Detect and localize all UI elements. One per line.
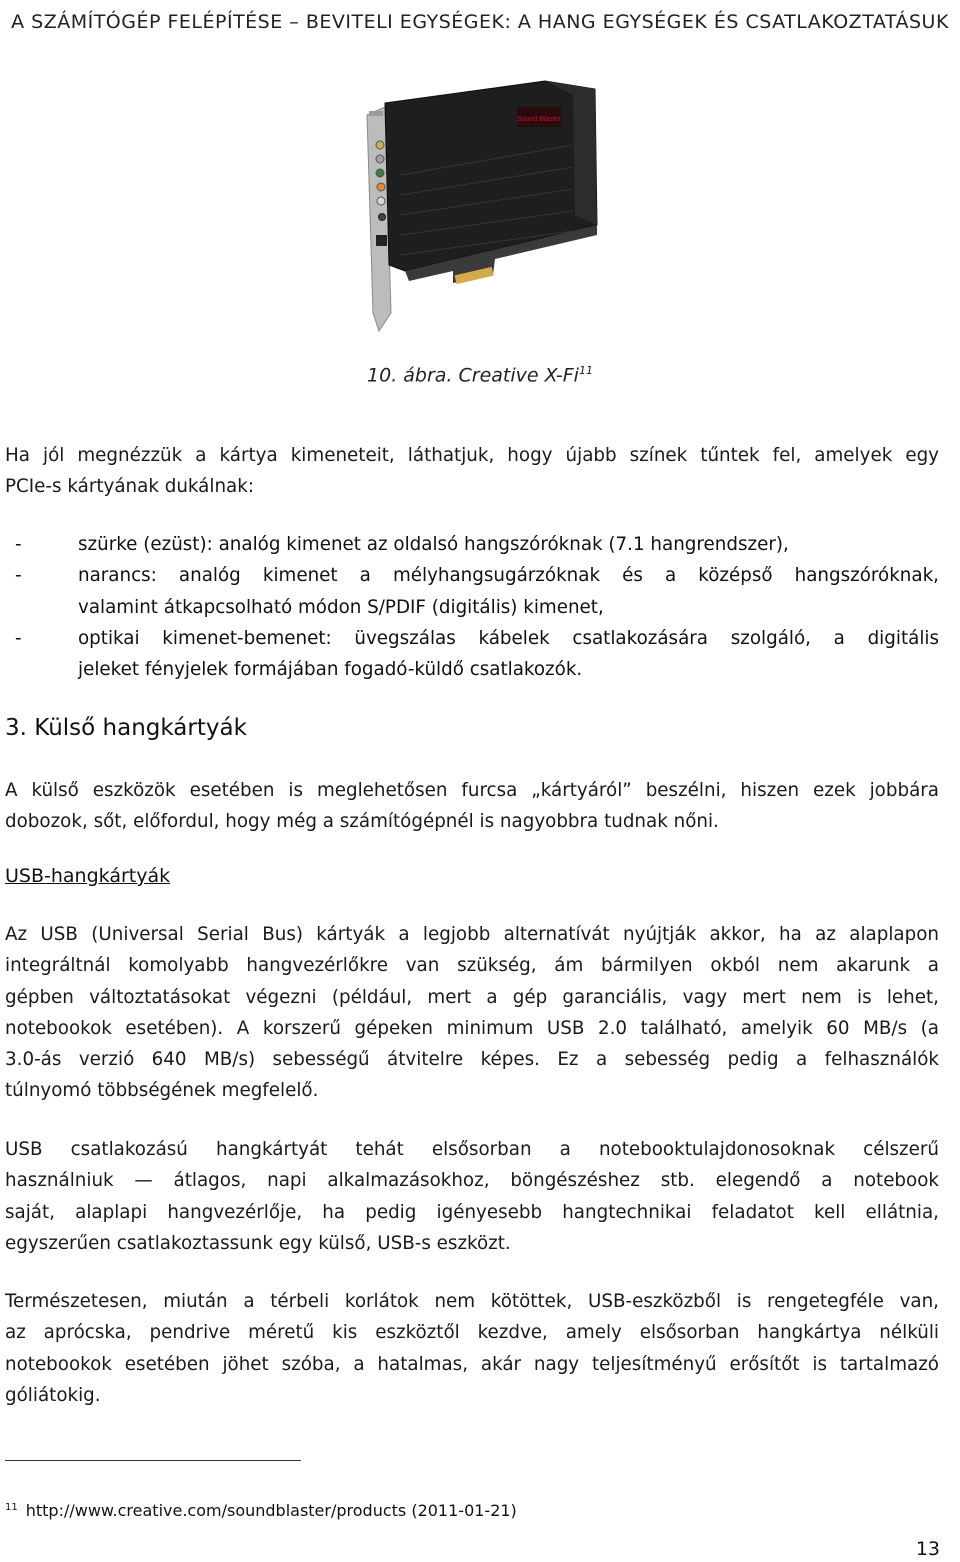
text-line: Természetesen, miután a térbeli korlátok nem kötöttek, USB-eszközből is rengetegféle van, (5, 1291, 939, 1312)
list-item: - szürke (ezüst): analóg kimenet az oldalsó hangszóróknak (7.1 hangrendszer), (15, 534, 789, 555)
intro-paragraph (5, 440, 939, 503)
footnote-ref: 11 (578, 364, 593, 377)
text-line: egyszerűen csatlakoztassunk egy külső, USB-s eszközt. (5, 1232, 511, 1254)
port-jack (376, 141, 384, 149)
text-line: PCIe-s kártyának dukálnak: (5, 476, 254, 498)
paragraph-usb-cards (5, 919, 939, 1107)
port-jack (377, 183, 385, 191)
text-line: Ha jól megnézzük a kártya kimeneteit, láthatjuk, hogy újabb színek tűntek fel, amelyek egy (5, 445, 939, 466)
text-line: góliátokig. (5, 1384, 101, 1406)
svg-text:Sound Blaster: Sound Blaster (517, 116, 561, 123)
footnote-link[interactable]: http://www.creative.com/soundblaster/products (2011-01-21) (25, 1501, 517, 1520)
card-logo (517, 107, 562, 127)
paragraph-device-variety (5, 1286, 939, 1411)
port-jack (379, 214, 386, 221)
text-line: dobozok, sőt, előfordul, hogy még a számítógépnél is nagyobbra tudnak nőni. (5, 811, 719, 833)
text-line: használniuk — átlagos, napi alkalmazásokhoz, böngészéshez stb. elegendő a notebook (5, 1170, 939, 1192)
paragraph-notebook-usage (5, 1134, 939, 1259)
port-jack (377, 197, 385, 205)
text-line: A külső eszközök esetében is meglehetősen furcsa „kártyáról” beszélni, hiszen ezek jobbára (5, 780, 939, 801)
footnote-number: 11 (5, 1501, 18, 1513)
section-intro-paragraph (5, 775, 939, 838)
subsection-heading: USB-hangkártyák (5, 865, 171, 887)
footnote-divider (5, 1460, 301, 1461)
running-header: A SZÁMÍTÓGÉP FELÉPÍTÉSE – BEVITELI EGYSÉGEK: A HANG EGYSÉGEK ÉS CSATLAKOZTATÁSUK (11, 11, 949, 33)
section-heading: 3. Külső hangkártyák (5, 715, 247, 741)
list-item: - optikai kimenet-bemenet: üvegszálas kábelek csatlakozására szolgáló, a digitális jeleket fényjelek formájában fogadó-küldő csatlakozók. (15, 627, 939, 681)
text-line: túlnyomó többségének megfelelő. (5, 1080, 319, 1102)
sound-card-image (345, 75, 605, 340)
figure-caption: 10. ábra. Creative X-Fi$^{11}$ (367, 364, 593, 387)
page-number: 13 (915, 1538, 940, 1560)
text-line: gépben változtatásokat végezni (például, mert a gép garanciális, vagy mert nem is lehet, (5, 986, 939, 1008)
text-line: notebookok esetében). A korszerű gépeken minimum USB 2.0 található, amelyik 60 MB/s (a (5, 1017, 939, 1039)
text-line: saját, alaplapi hangvezérlője, ha pedig igényesebb hangtechnikai feladatot kell ellátnia, (5, 1201, 939, 1223)
text-line: 3.0-ás verzió 640 MB/s) sebességű átvitelre képes. Ez a sebesség pedig a felhasználók (5, 1049, 939, 1071)
output-list (5, 529, 939, 685)
optical-port (376, 235, 387, 246)
text-line: Az USB (Universal Serial Bus) kártyák a legjobb alternatívát nyújtják akkor, ha az alaplapon (5, 924, 939, 945)
text-line: USB csatlakozású hangkártyát tehát elsősorban a notebooktulajdonosoknak célszerű (5, 1139, 939, 1160)
footnote (5, 1501, 517, 1520)
port-jack (376, 169, 384, 177)
text-line: az aprócska, pendrive méretű kis eszköztől kezdve, amely elsősorban hangkártya nélküli (5, 1322, 939, 1344)
text-line: notebookok esetében jöhet szóba, a hatalmas, akár nagy teljesítményű erősítőt is tartalmazó (5, 1353, 939, 1375)
text-line: integráltnál komolyabb hangvezérlőkre van szükség, ám bármilyen okból nem akarunk a (5, 955, 939, 977)
port-jack (376, 155, 384, 163)
list-item: - narancs: analóg kimenet a mélyhangsugárzóknak és a középső hangszóróknak, valamint átkapcsolható módon S/PDIF (digitális) kimenet, (15, 565, 939, 618)
